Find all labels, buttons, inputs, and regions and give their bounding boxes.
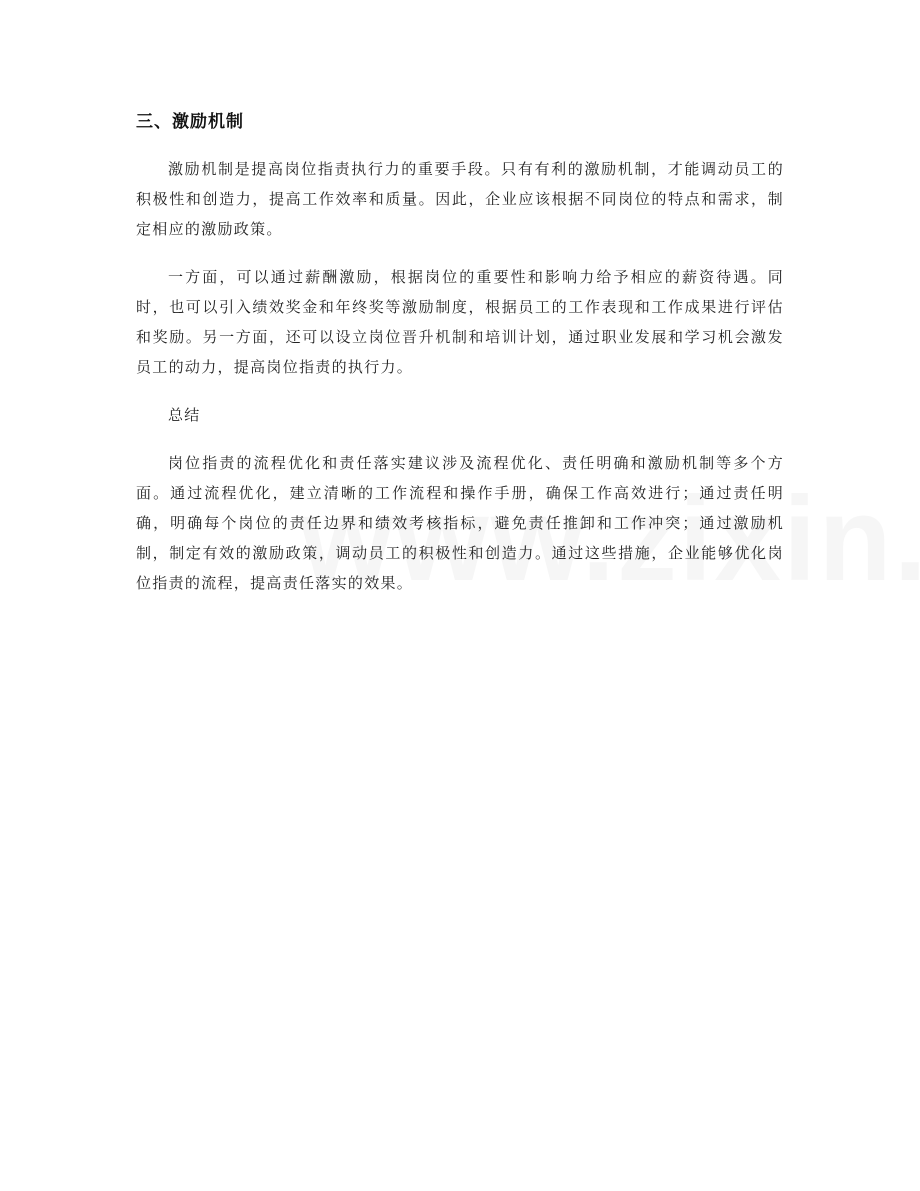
summary-title: 总结 [168, 406, 201, 424]
paragraph-incentive-details: 一方面，可以通过薪酬激励，根据岗位的重要性和影响力给予相应的薪资待遇。同时，也可以引入绩效奖金和年终奖等激励制度，根据员工的工作表现和工作成果进行评估和奖励。另一方面，还可以设立岗位晋升机制和培训计划，通过职业发展和学习机会激发员工的动力，提高岗位指责的执行力。 [136, 268, 784, 376]
document-body [136, 108, 784, 616]
section-heading: 三、激励机制 [136, 112, 244, 132]
summary-paragraph: 岗位指责的流程优化和责任落实建议涉及流程优化、责任明确和激励机制等多个方面。通过流程优化，建立清晰的工作流程和操作手册，确保工作高效进行；通过责任明确，明确每个岗位的责任边界和绩效考核指标，避免责任推卸和工作冲突；通过激励机制，制定有效的激励政策，调动员工的积极性和创造力。通过这些措施，企业能够优化岗位指责的流程，提高责任落实的效果。 [136, 454, 784, 592]
paragraph-incentive-intro: 激励机制是提高岗位指责执行力的重要手段。只有有利的激励机制，才能调动员工的积极性和创造力，提高工作效率和质量。因此，企业应该根据不同岗位的特点和需求，制定相应的激励政策。 [136, 160, 784, 238]
